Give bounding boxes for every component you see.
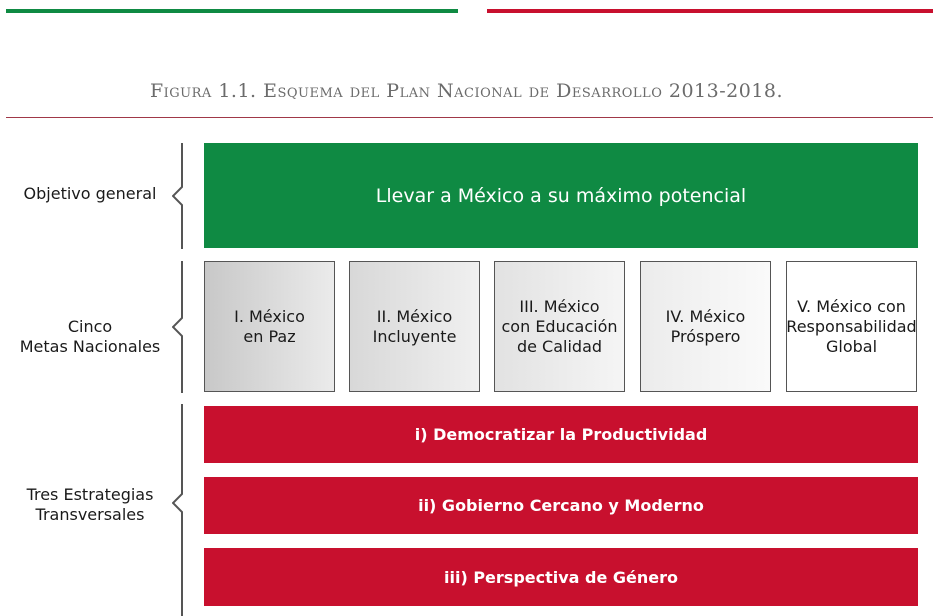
- estrategia-3-text: iii) Perspectiva de Género: [443, 567, 679, 587]
- meta-3-line3: de Calidad: [516, 336, 603, 356]
- meta-2-line2: Incluyente: [372, 326, 457, 346]
- estrategia-box-2: [204, 477, 918, 534]
- row-label-objetivo-text: Objetivo general: [23, 184, 157, 203]
- bracket-estrategias: [172, 404, 188, 616]
- estrategia-box-1: [204, 406, 918, 463]
- meta-2-line1: II. México: [376, 306, 453, 326]
- meta-box-1: [204, 261, 335, 392]
- meta-5-line2: Responsabilidad: [786, 316, 917, 336]
- top-red-bar: [487, 9, 933, 13]
- meta-4-line2: Próspero: [670, 326, 741, 346]
- row-label-metas-line2: Metas Nacionales: [19, 337, 161, 356]
- objetivo-general-box: [204, 143, 918, 248]
- meta-4-line1: IV. México: [665, 306, 746, 326]
- bracket-metas: [172, 261, 188, 393]
- top-green-bar: [6, 9, 458, 13]
- meta-3-line2: con Educación: [501, 316, 618, 336]
- objetivo-general-text: Llevar a México a su máximo potencial: [375, 184, 747, 207]
- row-label-estrategias: [0, 485, 180, 525]
- estrategia-box-3: [204, 548, 918, 606]
- row-label-objetivo: [0, 184, 180, 204]
- meta-box-5: [786, 261, 917, 392]
- figure-title: Figura 1.1. Esquema del Plan Nacional de Desarrollo 2013-2018.: [149, 80, 784, 102]
- title-rule: [6, 117, 933, 118]
- row-label-metas: [0, 317, 180, 357]
- estrategia-2-text: ii) Gobierno Cercano y Moderno: [418, 496, 704, 515]
- meta-box-3: [494, 261, 625, 392]
- meta-3-line1: III. México: [519, 296, 600, 316]
- row-label-estrategias-line2: Transversales: [35, 505, 145, 524]
- meta-box-2: [349, 261, 480, 392]
- meta-1-line2: en Paz: [243, 326, 296, 346]
- row-label-estrategias-line1: Tres Estrategias: [26, 485, 154, 504]
- meta-5-line1: V. México con: [797, 296, 906, 316]
- meta-box-4: [640, 261, 771, 392]
- meta-5-line3: Global: [825, 336, 878, 356]
- meta-1-line1: I. México: [234, 306, 305, 326]
- row-label-metas-line1: Cinco: [67, 317, 113, 336]
- bracket-objetivo: [172, 143, 188, 249]
- estrategia-1-text: i) Democratizar la Productividad: [414, 425, 708, 444]
